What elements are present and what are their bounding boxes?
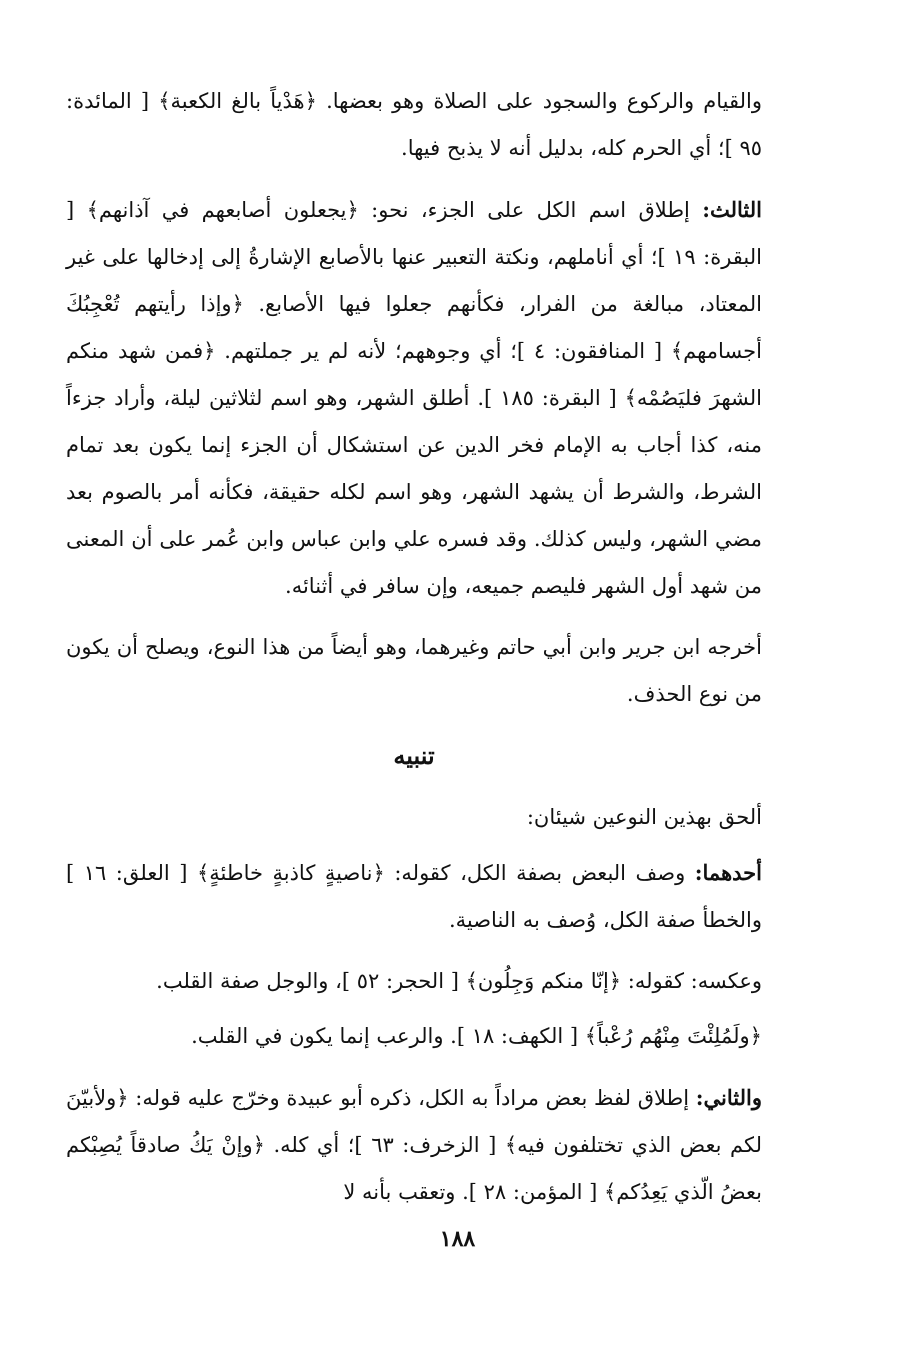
paragraph-7-text: ﴿ولَمُلِئْتَ مِنْهُم رُعْباً﴾ [ الكهف: ١٨ ]. والرعب إنما يكون في القلب. [191, 1024, 762, 1048]
page-number: ١٨٨ [439, 1226, 476, 1252]
paragraph-4-text: ألحق بهذين النوعين شيئان: [526, 805, 762, 829]
paragraph-5 [66, 849, 762, 944]
paragraph-6-text: وعكسه: كقوله: ﴿إنّا منكم وَجِلُون﴾ [ الحجر: ٥٢ ]، والوجل صفة القلب. [156, 969, 762, 993]
paragraph-1 [66, 78, 762, 172]
paragraph-8-lead: والثاني: [695, 1085, 762, 1110]
section-heading: تنبيه [393, 741, 435, 770]
paragraph-5-text: وصف البعض بصفة الكل، كقوله: ﴿ناصيةٍ كاذبةٍ خاطئةٍ﴾ [ العلق: ١٦ ] والخطأ صفة الكل، وُصف به الناصية. [66, 861, 762, 932]
paragraph-3-text: أخرجه ابن جرير وابن أبي حاتم وغيرهما، وهو أيضاً من هذا النوع، ويصلح أن يكون من نوع الحذف. [66, 635, 762, 706]
paragraph-1-text: والقيام والركوع والسجود على الصلاة وهو بعضها. ﴿هَدْياً بالغ الكعبة﴾ [ المائدة: ٩٥ ]؛ أي الحرم كله، بدليل أنه لا يذبح فيها. [66, 89, 762, 160]
paragraph-3 [66, 624, 762, 718]
paragraph-6 [66, 958, 762, 1005]
paragraph-2 [66, 186, 762, 610]
paragraph-5-lead: أحدهما: [694, 860, 762, 885]
paragraph-7 [66, 1013, 762, 1060]
paragraph-2-lead: الثالث: [702, 197, 762, 222]
paragraph-8 [66, 1074, 762, 1216]
page-body [66, 78, 762, 1224]
paragraph-4 [66, 794, 762, 841]
paragraph-2-text: إطلاق اسم الكل على الجزء، نحو: ﴿يجعلون أصابعهم في آذانهم﴾ [ البقرة: ١٩ ]؛ أي أناملهم، ونكتة التعبير عنها بالأصابع الإشارةُ إلى إدخالها على غير المعتاد، مبالغة من الفرار، فكأنهم جعلوا فيها الأصابع. ﴿وإذا رأيتهم تُعْجِبُكَ أجسامهم﴾ [ المنافقون: ٤ ]؛ أي وجوههم؛ لأنه لم ير جملتهم. ﴿فمن شهد منكم الشهرَ فليَصُمْه﴾ [ البقرة: ١٨٥ ]. أطلق الشهر، وهو اسم لثلاثين ليلة، وأراد جزءاً منه، كذا أجاب به الإمام فخر الدين عن استشكال أن الجزء إنما يكون بعد تمام الشرط، والشرط أن يشهد الشهر، وهو اسم لكله حقيقة، فكأنه أمر بالصوم بعد مضي الشهر، وليس كذلك. وقد فسره علي وابن عباس وابن عُمر على أن المعنى من شهد أول الشهر فليصم جميعه، وإن سافر في أثنائه. [66, 198, 763, 598]
paragraph-8-text: إطلاق لفظ بعض مراداً به الكل، ذكره أبو عبيدة وخرّج عليه قوله: ﴿ولأبيّنَ لكم بعض الذي تختلفون فيه﴾ [ الزخرف: ٦٣ ]؛ أي كله. ﴿وإنْ يَكُ صادقاً يُصِبْكم بعضُ الّذي يَعِدُكم﴾ [ المؤمن: ٢٨ ]. وتعقب بأنه لا [66, 1086, 762, 1204]
